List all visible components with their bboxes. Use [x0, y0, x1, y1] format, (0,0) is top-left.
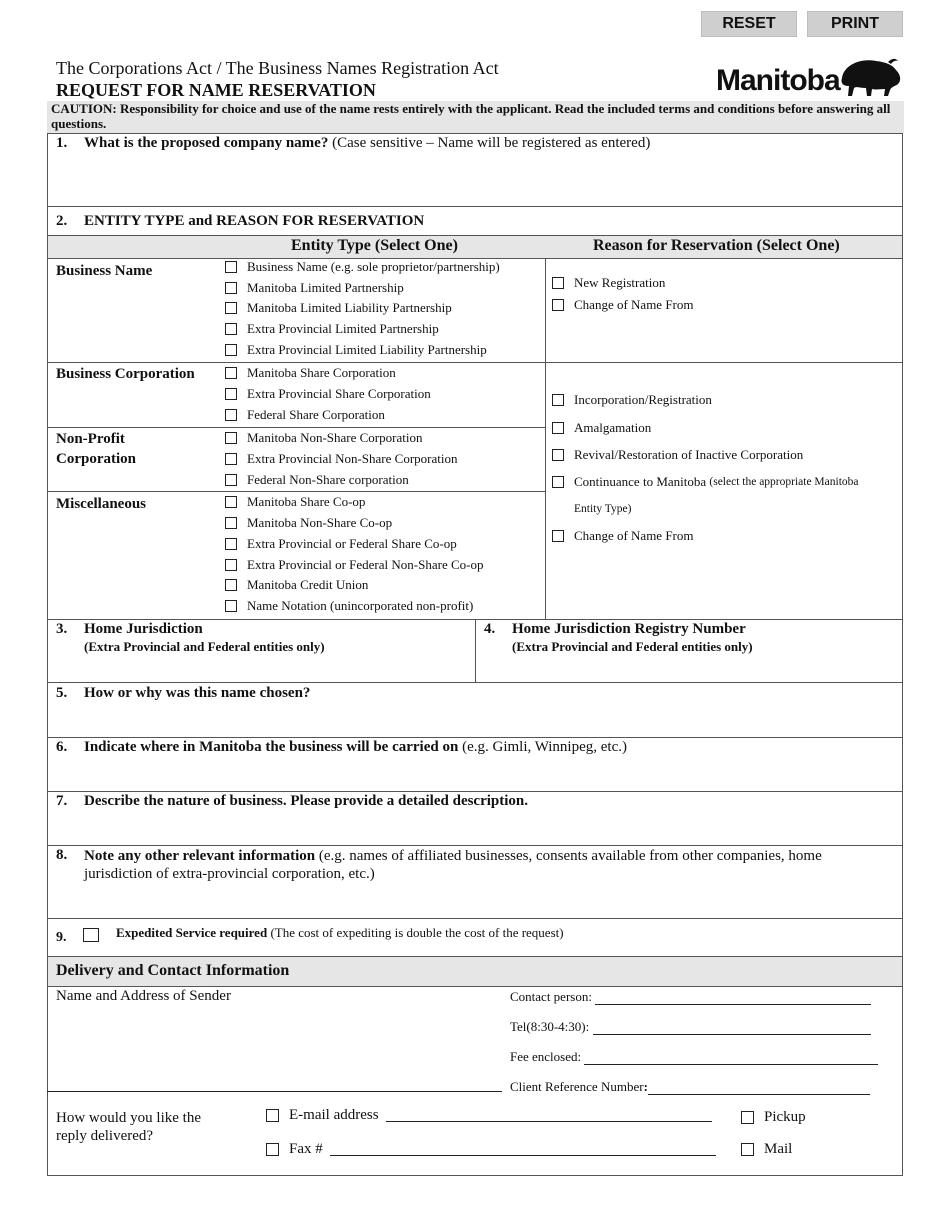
q4-sublabel: (Extra Provincial and Federal entities only) [512, 639, 753, 654]
checkbox[interactable] [225, 600, 237, 612]
option-name-notation[interactable]: Name Notation (unincorporated non-profit) [225, 598, 473, 614]
option-federal-share-corp[interactable]: Federal Share Corporation [225, 407, 385, 423]
caution-notice: CAUTION: Responsibility for choice and use of the name rests entirely with the applicant. Read the included terms and conditions before answering all questions. [47, 101, 904, 133]
checkbox[interactable] [225, 432, 237, 444]
option-federal-nonshare-corp[interactable]: Federal Non-Share corporation [225, 472, 409, 488]
checkbox[interactable] [552, 299, 564, 311]
contact-person-field[interactable]: Contact person: [510, 989, 871, 1005]
checkbox[interactable] [225, 344, 237, 356]
option-business-name[interactable]: Business Name (e.g. sole proprietor/partnership) [225, 259, 500, 275]
fax-option[interactable]: Fax # [266, 1141, 716, 1157]
checkbox[interactable] [225, 367, 237, 379]
form-title: REQUEST FOR NAME RESERVATION [56, 80, 376, 100]
checkbox[interactable] [225, 453, 237, 465]
checkbox[interactable] [741, 1111, 754, 1124]
reason-revival[interactable]: Revival/Restoration of Inactive Corporation [552, 447, 803, 463]
q2-label: ENTITY TYPE and REASON FOR RESERVATION [84, 213, 425, 229]
print-button[interactable]: PRINT [807, 11, 903, 37]
checkbox[interactable] [225, 559, 237, 571]
option-ep-fed-share-coop[interactable]: Extra Provincial or Federal Share Co-op [225, 536, 457, 552]
q9-number: 9. [56, 930, 67, 945]
option-mb-limited-partnership[interactable]: Manitoba Limited Partnership [225, 280, 404, 296]
option-mb-nonshare-coop[interactable]: Manitoba Non-Share Co-op [225, 515, 392, 531]
option-ep-llp[interactable]: Extra Provincial Limited Liability Partnership [225, 342, 487, 358]
reason-new-registration[interactable]: New Registration [552, 275, 665, 291]
option-mb-credit-union[interactable]: Manitoba Credit Union [225, 577, 368, 593]
manitoba-logo [716, 56, 902, 98]
q1-number: 1. [56, 135, 68, 151]
reset-button[interactable]: RESET [701, 11, 797, 37]
q4-label: Home Jurisdiction Registry Number [512, 621, 746, 637]
option-ep-fed-nonshare-coop[interactable]: Extra Provincial or Federal Non-Share Co-op [225, 557, 483, 573]
client-reference-field[interactable]: Client Reference Number: [510, 1079, 870, 1095]
q1-label: What is the proposed company name? (Case sensitive – Name will be registered as entered) [84, 135, 651, 151]
checkbox[interactable] [225, 302, 237, 314]
q7-number: 7. [56, 793, 68, 809]
bison-icon [841, 59, 900, 96]
group-label-nonprofit: Non-Profit Corporation [56, 431, 136, 467]
tel-field[interactable]: Tel(8:30-4:30): [510, 1019, 871, 1035]
q4-number: 4. [484, 621, 496, 637]
group-label-business-corp: Business Corporation [56, 366, 195, 382]
q9-label: Expedited Service required (The cost of expediting is double the cost of the request) [116, 925, 564, 940]
pickup-option[interactable]: Pickup [741, 1109, 806, 1125]
checkbox[interactable] [225, 517, 237, 529]
checkbox[interactable] [552, 277, 564, 289]
q5-number: 5. [56, 685, 68, 701]
option-ep-nonshare-corp[interactable]: Extra Provincial Non-Share Corporation [225, 451, 457, 467]
mail-option[interactable]: Mail [741, 1141, 792, 1157]
checkbox[interactable] [266, 1143, 279, 1156]
entity-type-heading: Entity Type (Select One) [291, 237, 458, 254]
continuance-note: Entity Type) [574, 503, 632, 515]
act-title: The Corporations Act / The Business Names Registration Act [56, 58, 499, 78]
option-mb-nonshare-corp[interactable]: Manitoba Non-Share Corporation [225, 430, 422, 446]
q7-label: Describe the nature of business. Please provide a detailed description. [84, 793, 529, 809]
checkbox[interactable] [552, 530, 564, 542]
option-mb-llp[interactable]: Manitoba Limited Liability Partnership [225, 300, 452, 316]
checkbox[interactable] [552, 476, 564, 488]
checkbox[interactable] [225, 282, 237, 294]
q6-number: 6. [56, 739, 68, 755]
email-option[interactable]: E-mail address [266, 1107, 712, 1123]
group-label-business-name: Business Name [56, 263, 153, 279]
checkbox[interactable] [225, 323, 237, 335]
q2-number: 2. [56, 213, 68, 229]
checkbox[interactable] [552, 422, 564, 434]
company-name-input[interactable] [48, 156, 902, 204]
checkbox[interactable] [552, 449, 564, 461]
logo-wordmark: Manitoba [716, 64, 840, 97]
checkbox[interactable] [225, 538, 237, 550]
reply-label: How would you like the reply delivered? [56, 1110, 201, 1144]
reason-incorporation[interactable]: Incorporation/Registration [552, 392, 712, 408]
reason-change-of-name-top[interactable]: Change of Name From [552, 297, 694, 313]
reason-heading: Reason for Reservation (Select One) [593, 237, 840, 254]
q3-label: Home Jurisdiction [84, 621, 203, 637]
fee-enclosed-field[interactable]: Fee enclosed: [510, 1049, 878, 1065]
checkbox[interactable] [225, 579, 237, 591]
q3-sublabel: (Extra Provincial and Federal entities only) [84, 639, 325, 654]
q3-number: 3. [56, 621, 68, 637]
checkbox[interactable] [225, 474, 237, 486]
checkbox[interactable] [225, 496, 237, 508]
q5-label: How or why was this name chosen? [84, 685, 311, 701]
expedited-checkbox[interactable] [83, 928, 109, 947]
sender-label: Name and Address of Sender [56, 988, 231, 1004]
reason-amalgamation[interactable]: Amalgamation [552, 420, 651, 436]
option-ep-limited-partnership[interactable]: Extra Provincial Limited Partnership [225, 321, 439, 337]
delivery-title: Delivery and Contact Information [56, 962, 290, 979]
checkbox[interactable] [225, 409, 237, 421]
q6-label: Indicate where in Manitoba the business will be carried on (e.g. Gimli, Winnipeg, etc.) [84, 739, 627, 755]
checkbox[interactable] [225, 388, 237, 400]
group-label-misc: Miscellaneous [56, 496, 146, 512]
checkbox[interactable] [552, 394, 564, 406]
option-mb-share-coop[interactable]: Manitoba Share Co-op [225, 494, 365, 510]
reason-change-of-name-bottom[interactable]: Change of Name From [552, 528, 694, 544]
option-mb-share-corp[interactable]: Manitoba Share Corporation [225, 365, 396, 381]
checkbox[interactable] [266, 1109, 279, 1122]
checkbox[interactable] [225, 261, 237, 273]
option-ep-share-corp[interactable]: Extra Provincial Share Corporation [225, 386, 431, 402]
checkbox[interactable] [741, 1143, 754, 1156]
q8-label: Note any other relevant information (e.g. names of affiliated businesses, consents available from other companies, home jurisdiction of extra-provincial corporation, etc.) [84, 848, 822, 882]
q8-number: 8. [56, 847, 68, 863]
reason-continuance[interactable]: Continuance to Manitoba (select the appropriate Manitoba [552, 474, 859, 490]
